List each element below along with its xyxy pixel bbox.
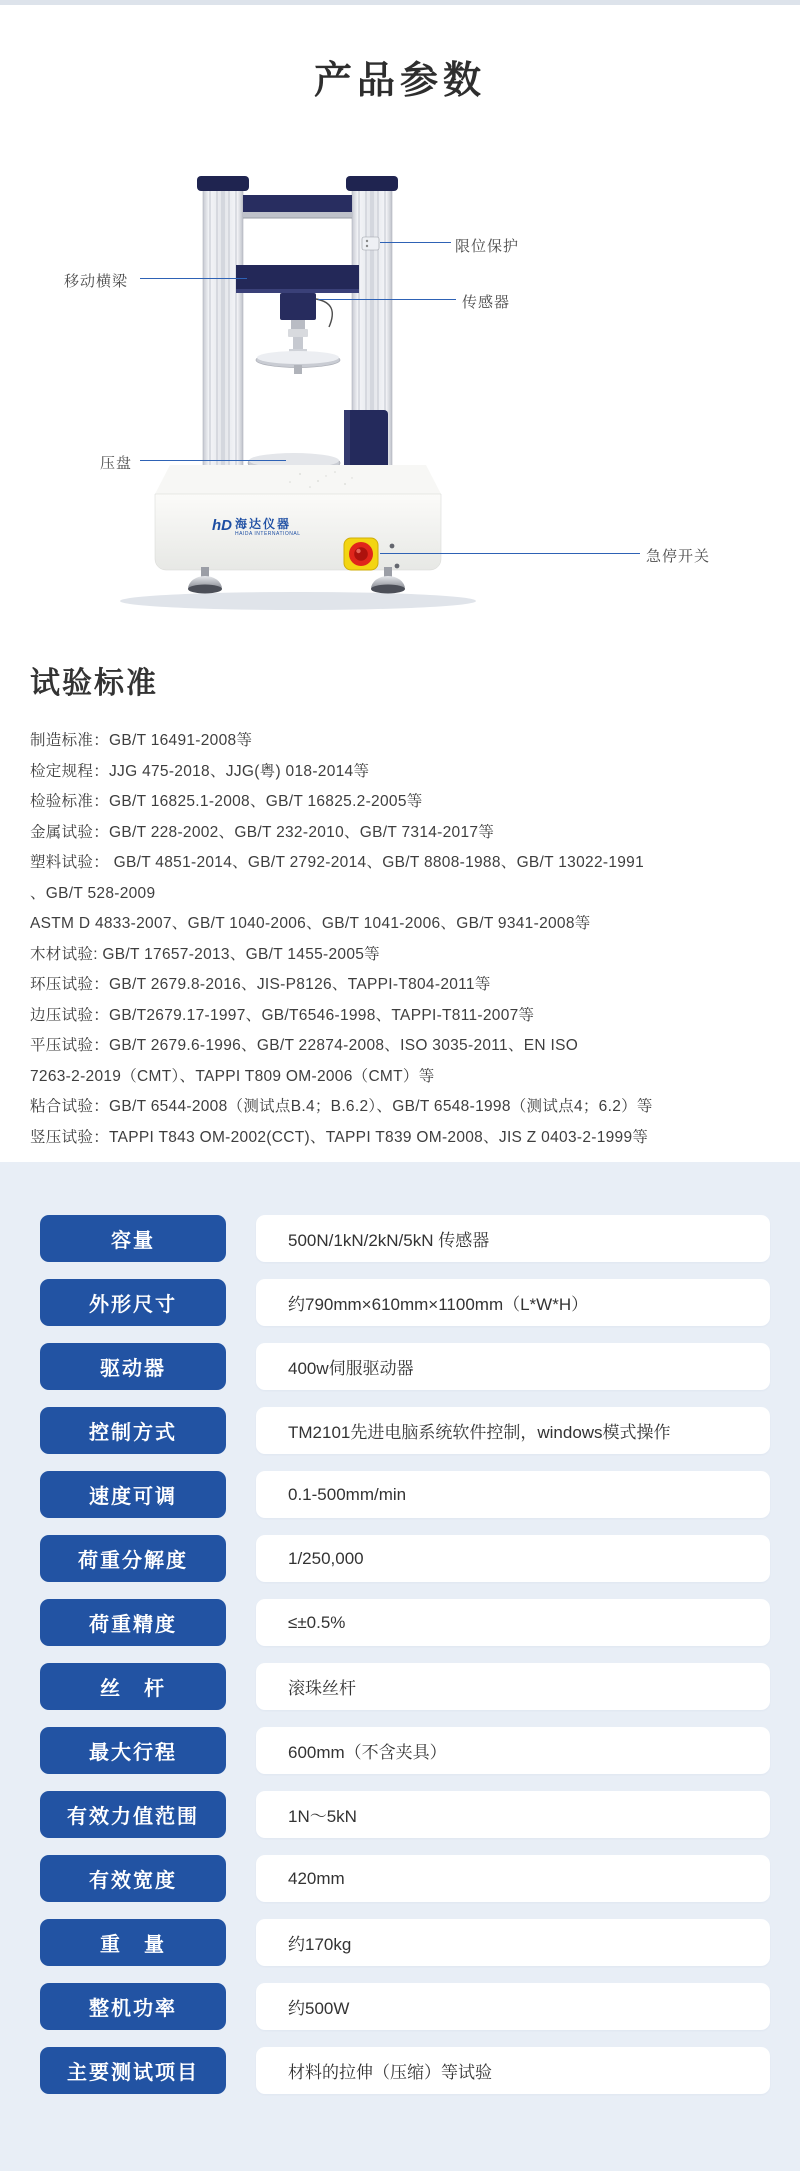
spec-value-box: ≤±0.5%: [256, 1599, 770, 1646]
spec-value-box: 400w伺服驱动器: [256, 1343, 770, 1390]
spec-value-box: 0.1-500mm/min: [256, 1471, 770, 1518]
spec-label-badge: 速度可调: [40, 1471, 226, 1518]
haida-logo-icon: hD: [212, 517, 232, 534]
specs-table: [0, 1162, 800, 2094]
right-column-cap: [346, 176, 398, 191]
spec-value-box: TM2101先进电脑系统软件控制，windows模式操作: [256, 1407, 770, 1454]
spec-value-box: 约790mm×610mm×1100mm（L*W*H）: [256, 1279, 770, 1326]
standards-title: 试验标准: [30, 667, 158, 700]
spec-row: [40, 1727, 800, 1774]
standards-line: 制造标准：GB/T 16491-2008等: [30, 732, 253, 749]
machine-illustration: [0, 110, 800, 620]
base-screw: [395, 564, 400, 569]
spec-label-badge: 容量: [40, 1215, 226, 1262]
standards-line: 金属试验：GB/T 228-2002、GB/T 232-2010、GB/T 7314-2017等: [30, 823, 495, 841]
spec-value-box: 滚珠丝杆: [256, 1663, 770, 1710]
page-title: 产品参数: [313, 60, 486, 103]
haida-logo-text: 海达仪器: [235, 517, 292, 531]
spec-label-badge: 主要测试项目: [40, 2047, 226, 2094]
top-crossbeam: [243, 195, 352, 218]
spec-value-box: 约500W: [256, 1983, 770, 2030]
standards-list: [30, 726, 775, 1153]
spec-row: [40, 1407, 800, 1454]
base-screw: [390, 544, 395, 549]
spec-value-box: 1/250,000: [256, 1535, 770, 1582]
specs-section: [0, 1162, 800, 2171]
spec-row: [40, 1471, 800, 1518]
callout-line-limit-protection: [380, 242, 451, 243]
standards-line: ASTM D 4833-2007、GB/T 1040-2006、GB/T 1041-2006、GB/T 9341-2008等: [30, 915, 591, 932]
floor-shadow: [120, 592, 476, 610]
standards-line: 7263-2-2019（CMT）、TAPPI T809 OM-2006（CMT）等: [30, 1067, 435, 1085]
spec-label-badge: 控制方式: [40, 1407, 226, 1454]
standards-line: 粘合试验：GB/T 6544-2008（测试点B.4；B.6.2）、GB/T 6548-1998（测试点4；6.2）等: [30, 1098, 653, 1115]
spec-value-box: 材料的拉伸（压缩）等试验: [256, 2047, 770, 2094]
callout-label-emergency-stop: 急停开关: [646, 548, 711, 565]
callout-line-pressure-plate: [140, 460, 286, 461]
callout-label-limit-protection: 限位保护: [455, 238, 520, 255]
spec-value-box: 约170kg: [256, 1919, 770, 1966]
moving-crossbeam: [236, 265, 359, 293]
emergency-stop-button: [344, 538, 378, 570]
spec-label-badge: 有效力值范围: [40, 1791, 226, 1838]
spec-label-badge: 外形尺寸: [40, 1279, 226, 1326]
spec-row: [40, 1791, 800, 1838]
callout-label-moving-beam: 移动横梁: [64, 273, 129, 290]
top-divider-line: [0, 0, 800, 5]
standards-line: 检定规程：JJG 475-2018、JJG(粤) 018-2014等: [30, 762, 370, 780]
spec-row: [40, 1279, 800, 1326]
machine-foot-right: [371, 567, 405, 594]
callout-line-emergency-stop: [380, 553, 640, 554]
machine-svg: [0, 110, 800, 620]
limit-switch-tab: [362, 237, 379, 250]
spec-value-box: 1N～5kN: [256, 1791, 770, 1838]
spec-label-badge: 荷重分解度: [40, 1535, 226, 1582]
spec-value-box: 500N/1kN/2kN/5kN 传感器: [256, 1215, 770, 1262]
spec-row: [40, 1663, 800, 1710]
callout-line-sensor: [318, 299, 456, 300]
spec-label-badge: 丝 杆: [40, 1663, 226, 1710]
spec-label-badge: 驱动器: [40, 1343, 226, 1390]
standards-line: 平压试验：GB/T 2679.6-1996、GB/T 22874-2008、ISO 3035-2011、EN ISO: [30, 1037, 579, 1054]
haida-logo: [212, 518, 301, 537]
upper-platen: [256, 351, 340, 374]
standards-line: 环压试验：GB/T 2679.8-2016、JIS-P8126、TAPPI-T804-2011等: [30, 976, 491, 993]
callout-label-pressure-plate: 压盘: [100, 455, 133, 472]
standards-line: 、GB/T 528-2009: [30, 884, 156, 902]
spec-row: [40, 1855, 800, 1902]
spec-row: [40, 1215, 800, 1262]
haida-logo-subtext: HAIDA INTERNATIONAL: [235, 531, 301, 537]
spec-row: [40, 1919, 800, 1966]
spec-label-badge: 整机功率: [40, 1983, 226, 2030]
standards-line: 竖压试验：TAPPI T843 OM-2002(CCT)、TAPPI T839 OM-2008、JIS Z 0403-2-1999等: [30, 1128, 649, 1146]
standards-line: 塑料试验： GB/T 4851-2014、GB/T 2792-2014、GB/T 8808-1988、GB/T 13022-1991: [30, 854, 645, 871]
standards-line: 木材试验: GB/T 17657-2013、GB/T 1455-2005等: [30, 945, 380, 963]
spec-value-box: 600mm（不含夹具）: [256, 1727, 770, 1774]
spec-label-badge: 最大行程: [40, 1727, 226, 1774]
spec-label-badge: 重 量: [40, 1919, 226, 1966]
spec-row: [40, 2047, 800, 2094]
sensor-shaft: [288, 320, 308, 354]
machine-foot-left: [188, 567, 222, 594]
left-column-cap: [197, 176, 249, 191]
standards-line: 检验标准：GB/T 16825.1-2008、GB/T 16825.2-2005等: [30, 793, 423, 810]
spec-label-badge: 有效宽度: [40, 1855, 226, 1902]
spec-value-box: 420mm: [256, 1855, 770, 1902]
callout-line-moving-beam: [140, 278, 247, 279]
spec-row: [40, 1535, 800, 1582]
standards-line: 边压试验：GB/T2679.17-1997、GB/T6546-1998、TAPPI-T811-2007等: [30, 1006, 535, 1024]
spec-row: [40, 1343, 800, 1390]
callout-label-sensor: 传感器: [462, 294, 511, 311]
spec-row: [40, 1983, 800, 2030]
standards-section: [30, 658, 775, 1153]
spec-label-badge: 荷重精度: [40, 1599, 226, 1646]
left-column: [203, 188, 243, 472]
spec-row: [40, 1599, 800, 1646]
